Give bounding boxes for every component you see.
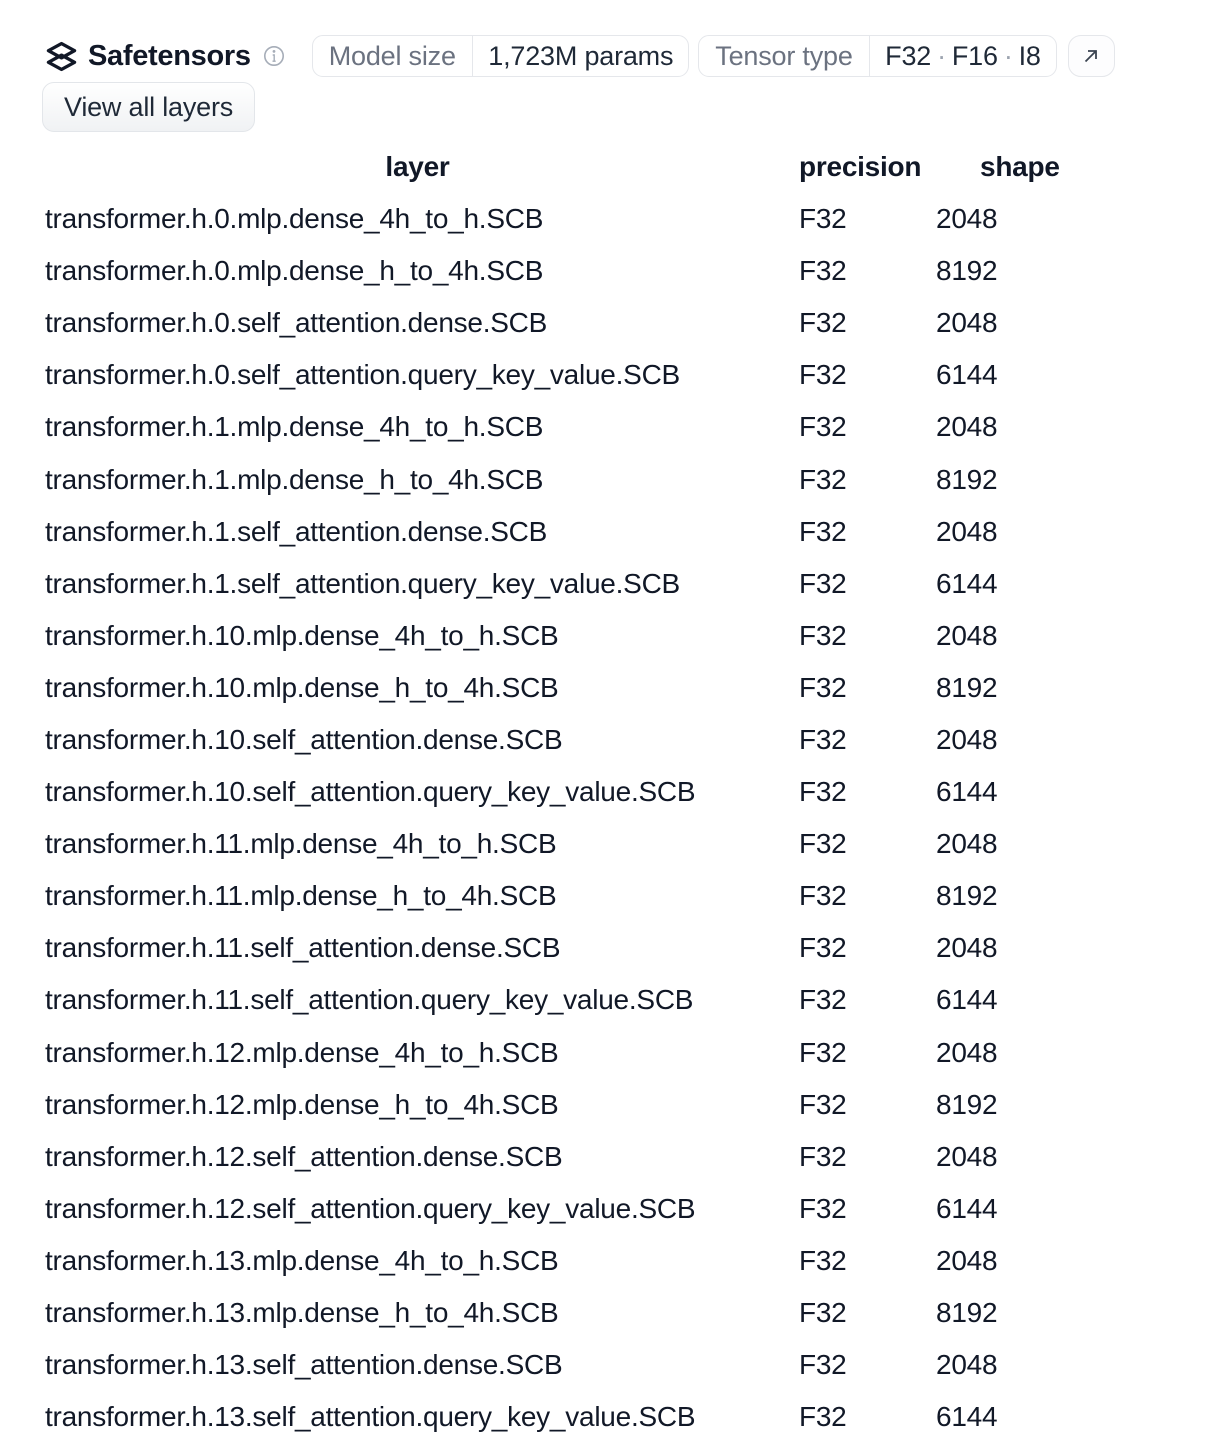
precision-cell: F32	[799, 723, 847, 755]
precision-cell: F32	[799, 307, 847, 339]
precision-cell: F32	[799, 203, 847, 235]
table-row	[45, 506, 1208, 558]
precision-cell: F32	[799, 255, 847, 287]
precision-cell: F32	[799, 515, 847, 547]
view-all-layers-button[interactable]: View all layers	[42, 82, 255, 132]
table-row	[45, 1079, 1208, 1131]
precision-cell: F32	[799, 463, 847, 495]
badge-value-part: F32	[885, 40, 932, 71]
layer-cell: transformer.h.12.mlp.dense_4h_to_h.SCB	[45, 1036, 559, 1068]
layer-cell: transformer.h.12.self_attention.dense.SCB	[45, 1140, 563, 1172]
safetensors-logo-icon	[45, 41, 78, 72]
table-row	[45, 662, 1208, 714]
table-row	[45, 974, 1208, 1026]
precision-cell: F32	[799, 1297, 847, 1329]
table-row	[45, 1235, 1208, 1287]
table-row	[45, 453, 1208, 505]
precision-cell: F32	[799, 776, 847, 808]
layer-cell: transformer.h.13.mlp.dense_4h_to_h.SCB	[45, 1244, 559, 1276]
layer-cell: transformer.h.11.mlp.dense_h_to_4h.SCB	[45, 880, 557, 912]
layer-cell: transformer.h.12.mlp.dense_h_to_4h.SCB	[45, 1088, 559, 1120]
layer-cell: transformer.h.1.mlp.dense_4h_to_h.SCB	[45, 411, 544, 443]
table-row	[45, 1027, 1208, 1079]
layer-cell: transformer.h.0.self_attention.query_key_value.SCB	[45, 359, 680, 391]
table-row	[45, 558, 1208, 610]
arrow-up-right-icon	[1080, 45, 1102, 67]
shape-cell: 2048	[936, 1140, 998, 1172]
layer-cell: transformer.h.1.mlp.dense_h_to_4h.SCB	[45, 463, 544, 495]
precision-cell: F32	[799, 984, 847, 1016]
shape-cell: 8192	[936, 463, 998, 495]
shape-cell: 2048	[936, 203, 998, 235]
layers-table	[45, 141, 1208, 1443]
precision-cell: F32	[799, 1349, 847, 1381]
shape-cell: 2048	[936, 515, 998, 547]
shape-cell: 2048	[936, 932, 998, 964]
table-row	[45, 297, 1208, 349]
precision-cell: F32	[799, 1244, 847, 1276]
shape-cell: 2048	[936, 723, 998, 755]
layer-cell: transformer.h.13.mlp.dense_h_to_4h.SCB	[45, 1297, 559, 1329]
layer-cell: transformer.h.10.self_attention.query_key_value.SCB	[45, 776, 696, 808]
badge-label: Tensor type	[715, 40, 853, 71]
shape-cell: 6144	[936, 1192, 998, 1224]
separator-dot: ·	[1003, 40, 1013, 71]
shape-cell: 2048	[936, 307, 998, 339]
precision-cell: F32	[799, 359, 847, 391]
layer-cell: transformer.h.10.self_attention.dense.SCB	[45, 723, 563, 755]
separator-dot: ·	[937, 40, 946, 71]
info-icon[interactable]	[262, 44, 286, 68]
table-header-row	[45, 141, 1208, 193]
layer-cell: transformer.h.1.self_attention.query_key_value.SCB	[45, 567, 680, 599]
precision-cell: F32	[799, 1036, 847, 1068]
table-row	[45, 245, 1208, 297]
layer-cell: transformer.h.0.mlp.dense_h_to_4h.SCB	[45, 255, 544, 287]
layer-cell: transformer.h.0.mlp.dense_4h_to_h.SCB	[45, 203, 544, 235]
table-body	[45, 193, 1208, 1443]
table-row	[45, 1183, 1208, 1235]
precision-cell: F32	[799, 671, 847, 703]
shape-cell: 8192	[936, 1297, 998, 1329]
table-row	[45, 1131, 1208, 1183]
layer-cell: transformer.h.12.self_attention.query_key_value.SCB	[45, 1192, 696, 1224]
layer-cell: transformer.h.0.self_attention.dense.SCB	[45, 307, 548, 339]
header-actions	[45, 82, 1208, 132]
shape-cell: 8192	[936, 880, 998, 912]
layer-cell: transformer.h.10.mlp.dense_4h_to_h.SCB	[45, 619, 559, 651]
column-header-layer: layer	[385, 151, 450, 182]
shape-cell: 2048	[936, 1349, 998, 1381]
badge-value	[870, 36, 1056, 76]
badge-label: Model size	[328, 40, 456, 71]
table-row	[45, 401, 1208, 453]
expand-button[interactable]	[1068, 35, 1115, 77]
layer-cell: transformer.h.13.self_attention.dense.SCB	[45, 1349, 563, 1381]
table-row	[45, 349, 1208, 401]
table-row	[45, 922, 1208, 974]
table-row	[45, 1287, 1208, 1339]
shape-cell: 8192	[936, 671, 998, 703]
layer-cell: transformer.h.11.mlp.dense_4h_to_h.SCB	[45, 828, 557, 860]
shape-cell: 2048	[936, 828, 998, 860]
metadata-badges	[312, 35, 1057, 77]
precision-cell: F32	[799, 828, 847, 860]
layer-cell: transformer.h.13.self_attention.query_key_value.SCB	[45, 1401, 696, 1433]
shape-cell: 6144	[936, 1401, 998, 1433]
shape-cell: 2048	[936, 1036, 998, 1068]
table-row	[45, 818, 1208, 870]
precision-cell: F32	[799, 932, 847, 964]
shape-cell: 2048	[936, 619, 998, 651]
shape-cell: 6144	[936, 359, 998, 391]
precision-cell: F32	[799, 411, 847, 443]
table-row	[45, 1391, 1208, 1443]
precision-cell: F32	[799, 880, 847, 912]
table-row	[45, 1339, 1208, 1391]
shape-cell: 6144	[936, 984, 998, 1016]
precision-cell: F32	[799, 619, 847, 651]
shape-cell: 2048	[936, 1244, 998, 1276]
badge-model-size[interactable]	[312, 35, 690, 77]
table-row	[45, 193, 1208, 245]
precision-cell: F32	[799, 567, 847, 599]
page-title: Safetensors	[88, 39, 251, 72]
column-header-shape: shape	[980, 151, 1060, 182]
badge-value-part: I8	[1018, 40, 1041, 71]
layer-cell: transformer.h.11.self_attention.query_key_value.SCB	[45, 984, 694, 1016]
header	[45, 35, 1208, 77]
badge-value: 1,723M params	[488, 40, 674, 71]
shape-cell: 6144	[936, 567, 998, 599]
table-row	[45, 870, 1208, 922]
shape-cell: 8192	[936, 255, 998, 287]
shape-cell: 6144	[936, 776, 998, 808]
table-row	[45, 610, 1208, 662]
layer-cell: transformer.h.1.self_attention.dense.SCB	[45, 515, 548, 547]
precision-cell: F32	[799, 1140, 847, 1172]
precision-cell: F32	[799, 1192, 847, 1224]
precision-cell: F32	[799, 1088, 847, 1120]
brand	[45, 40, 286, 73]
badge-value-part: F16	[951, 40, 998, 71]
shape-cell: 2048	[936, 411, 998, 443]
precision-cell: F32	[799, 1401, 847, 1433]
layer-cell: transformer.h.10.mlp.dense_h_to_4h.SCB	[45, 671, 559, 703]
badge-tensor-type[interactable]	[698, 35, 1056, 77]
column-header-precision: precision	[799, 151, 922, 182]
table-row	[45, 714, 1208, 766]
layer-cell: transformer.h.11.self_attention.dense.SCB	[45, 932, 561, 964]
table-row	[45, 766, 1208, 818]
shape-cell: 8192	[936, 1088, 998, 1120]
